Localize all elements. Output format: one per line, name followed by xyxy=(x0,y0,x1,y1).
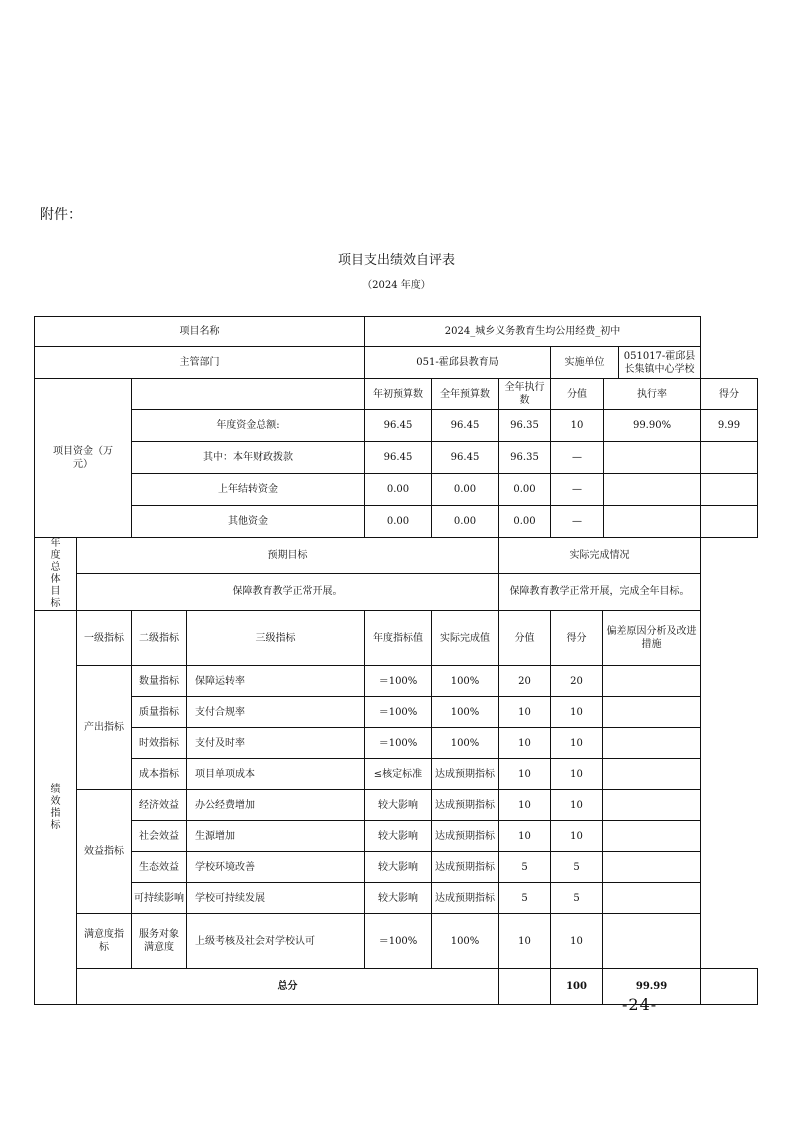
indicator-level2: 服务对象满意度 xyxy=(132,914,187,969)
indicator-score: 20 xyxy=(551,666,603,697)
indicator-score: 10 xyxy=(551,790,603,821)
unit-value: 051017-霍邱县长集镇中心学校 xyxy=(623,350,696,375)
indicator-level2: 质量指标 xyxy=(132,697,187,728)
page-subtitle: （2024 年度） xyxy=(362,280,431,291)
indicator-score: 10 xyxy=(551,728,603,759)
indicator-actual: 100% xyxy=(432,697,499,728)
project-name-label: 项目名称 xyxy=(35,317,365,347)
indicator-target: 较大影响 xyxy=(365,883,432,914)
funds-rate: 99.90% xyxy=(632,420,672,431)
performance-table xyxy=(34,316,758,1005)
indicators-header-score: 得分 xyxy=(551,611,603,666)
total-actual xyxy=(499,969,551,1005)
funds-row-label: 上年结转资金 xyxy=(132,474,365,506)
indicator-level3: 支付合规率 xyxy=(187,697,365,728)
indicator-reason xyxy=(603,821,701,852)
indicator-actual: 100% xyxy=(432,914,499,969)
funds-row xyxy=(35,506,758,538)
indicator-level3: 生源增加 xyxy=(187,821,365,852)
indicator-row xyxy=(35,883,758,914)
indicator-level3: 上级考核及社会对学校认可 xyxy=(187,914,365,969)
funds-header-rate: 执行率 xyxy=(637,388,668,400)
funds-executed: 0.00 xyxy=(499,474,551,506)
funds-initial: 0.00 xyxy=(365,474,432,506)
indicators-header-level2: 二级指标 xyxy=(132,611,187,666)
indicators-header-reason: 偏差原因分析及改进措施 xyxy=(603,611,701,666)
indicators-label: 绩效指标 xyxy=(35,611,77,1005)
indicator-score: 10 xyxy=(551,697,603,728)
funds-header-blank xyxy=(132,379,365,410)
indicator-level1: 满意度指标 xyxy=(77,914,132,969)
indicator-actual: 达成预期指标 xyxy=(432,790,499,821)
indicator-reason xyxy=(603,759,701,790)
unit-label: 实施单位 xyxy=(551,347,619,378)
indicator-value: 10 xyxy=(499,914,551,969)
indicator-row xyxy=(35,759,758,790)
indicator-actual: 达成预期指标 xyxy=(432,759,499,790)
indicator-row xyxy=(35,914,758,969)
funds-annual: 96.45 xyxy=(432,442,499,474)
indicator-level2: 生态效益 xyxy=(132,852,187,883)
funds-header-score: 得分 xyxy=(701,379,758,410)
indicator-score: 10 xyxy=(551,821,603,852)
funds-header-split xyxy=(551,379,701,410)
indicator-level3: 支付及时率 xyxy=(187,728,365,759)
funds-score xyxy=(701,442,758,474)
indicator-level2: 数量指标 xyxy=(132,666,187,697)
indicator-reason xyxy=(603,697,701,728)
funds-split xyxy=(551,474,701,506)
indicator-value: 10 xyxy=(499,728,551,759)
indicator-level3: 办公经费增加 xyxy=(187,790,365,821)
funds-row xyxy=(35,474,758,506)
indicator-reason xyxy=(603,852,701,883)
funds-initial: 96.45 xyxy=(365,442,432,474)
funds-header-row xyxy=(35,379,758,410)
indicators-header-target: 年度指标值 xyxy=(365,611,432,666)
funds-header-annual: 全年预算数 xyxy=(432,379,499,410)
goals-expected: 保障教育教学正常开展。 xyxy=(77,573,499,610)
indicator-actual: 达成预期指标 xyxy=(432,821,499,852)
indicator-row xyxy=(35,790,758,821)
indicator-level1: 产出指标 xyxy=(77,666,132,790)
indicator-actual: 达成预期指标 xyxy=(432,852,499,883)
goals-expected-header: 预期目标 xyxy=(77,538,499,574)
indicator-level2: 成本指标 xyxy=(132,759,187,790)
indicator-value: 10 xyxy=(499,759,551,790)
goals-header-row xyxy=(35,538,758,574)
funds-score-value: — xyxy=(551,506,604,537)
funds-score: 9.99 xyxy=(701,410,758,442)
goals-label: 年度总体目标 xyxy=(35,538,77,611)
total-label: 总分 xyxy=(77,969,499,1005)
indicator-level2: 时效指标 xyxy=(132,728,187,759)
annex-label: 附件： xyxy=(40,207,82,223)
funds-row-label: 其他资金 xyxy=(132,506,365,538)
funds-initial: 96.45 xyxy=(365,410,432,442)
indicator-value: 10 xyxy=(499,790,551,821)
indicator-target: 较大影响 xyxy=(365,821,432,852)
funds-annual: 0.00 xyxy=(432,474,499,506)
indicator-level2: 经济效益 xyxy=(132,790,187,821)
indicator-target: ＝100% xyxy=(365,728,432,759)
funds-split xyxy=(551,442,701,474)
funds-row-label: 其中：本年财政拨款 xyxy=(132,442,365,474)
indicator-value: 20 xyxy=(499,666,551,697)
funds-rate xyxy=(604,474,700,505)
indicator-target: 较大影响 xyxy=(365,852,432,883)
dept-label: 主管部门 xyxy=(35,347,365,379)
indicator-reason xyxy=(603,728,701,759)
funds-annual: 0.00 xyxy=(432,506,499,538)
indicator-level1: 效益指标 xyxy=(77,790,132,914)
indicator-reason xyxy=(603,883,701,914)
indicator-score: 5 xyxy=(551,852,603,883)
indicator-row xyxy=(35,666,758,697)
indicators-header-value: 分值 xyxy=(499,611,551,666)
indicator-score: 5 xyxy=(551,883,603,914)
goals-actual: 保障教育教学正常开展，完成全年目标。 xyxy=(499,573,701,610)
indicator-value: 5 xyxy=(499,852,551,883)
funds-split xyxy=(551,506,701,538)
project-name-row xyxy=(35,317,758,347)
indicators-header-level3: 三级指标 xyxy=(187,611,365,666)
indicator-row xyxy=(35,728,758,759)
total-reason xyxy=(701,969,758,1005)
indicator-level3: 学校环境改善 xyxy=(187,852,365,883)
indicator-row xyxy=(35,852,758,883)
funds-executed: 96.35 xyxy=(499,442,551,474)
funds-executed: 96.35 xyxy=(499,410,551,442)
indicator-level3: 保障运转率 xyxy=(187,666,365,697)
indicators-header-row xyxy=(35,611,758,666)
funds-executed: 0.00 xyxy=(499,506,551,538)
indicator-score: 10 xyxy=(551,914,603,969)
indicator-level2: 可持续影响 xyxy=(132,883,187,914)
page-title: 项目支出绩效自评表 xyxy=(337,253,455,268)
indicator-level2: 社会效益 xyxy=(132,821,187,852)
indicator-row xyxy=(35,697,758,728)
funds-header-executed: 全年执行数 xyxy=(499,379,551,410)
funds-header-initial: 年初预算数 xyxy=(365,379,432,410)
indicator-score: 10 xyxy=(551,759,603,790)
indicator-actual: 100% xyxy=(432,666,499,697)
indicator-reason xyxy=(603,914,701,969)
funds-label: 项目资金（万元） xyxy=(35,379,132,538)
funds-score-value: 10 xyxy=(551,410,604,441)
indicator-reason xyxy=(603,666,701,697)
goals-actual-header: 实际完成情况 xyxy=(499,538,701,574)
funds-rate xyxy=(604,442,700,473)
funds-annual: 96.45 xyxy=(432,410,499,442)
funds-score-value: — xyxy=(551,442,604,473)
funds-score-value: — xyxy=(551,474,604,505)
indicator-target: ＝100% xyxy=(365,914,432,969)
indicator-row xyxy=(35,821,758,852)
funds-row-label: 年度资金总额: xyxy=(132,410,365,442)
indicator-target: ≤核定标准 xyxy=(365,759,432,790)
funds-score xyxy=(701,474,758,506)
funds-initial: 0.00 xyxy=(365,506,432,538)
total-score: 99.99 xyxy=(603,969,701,1005)
funds-row xyxy=(35,442,758,474)
funds-row xyxy=(35,410,758,442)
dept-value: 051-霍邱县教育局 xyxy=(365,347,551,379)
indicator-target: ＝100% xyxy=(365,666,432,697)
indicators-header-level1: 一级指标 xyxy=(77,611,132,666)
indicator-target: ＝100% xyxy=(365,697,432,728)
funds-score xyxy=(701,506,758,538)
funds-rate xyxy=(604,506,700,537)
total-value: 100 xyxy=(551,969,603,1005)
goals-content-row xyxy=(35,573,758,610)
indicator-level3: 项目单项成本 xyxy=(187,759,365,790)
indicator-level3: 学校可持续发展 xyxy=(187,883,365,914)
indicator-reason xyxy=(603,790,701,821)
indicator-value: 5 xyxy=(499,883,551,914)
implementing-unit-cell xyxy=(551,347,701,379)
funds-split xyxy=(551,410,701,442)
indicator-value: 10 xyxy=(499,697,551,728)
page-number: -24- xyxy=(622,995,658,1014)
department-row xyxy=(35,347,758,379)
project-name-value: 2024_城乡义务教育生均公用经费_初中 xyxy=(365,317,701,347)
funds-header-score-value: 分值 xyxy=(551,379,604,409)
indicator-actual: 100% xyxy=(432,728,499,759)
indicator-value: 10 xyxy=(499,821,551,852)
indicator-target: 较大影响 xyxy=(365,790,432,821)
indicator-actual: 达成预期指标 xyxy=(432,883,499,914)
indicators-header-actual: 实际完成值 xyxy=(432,611,499,666)
